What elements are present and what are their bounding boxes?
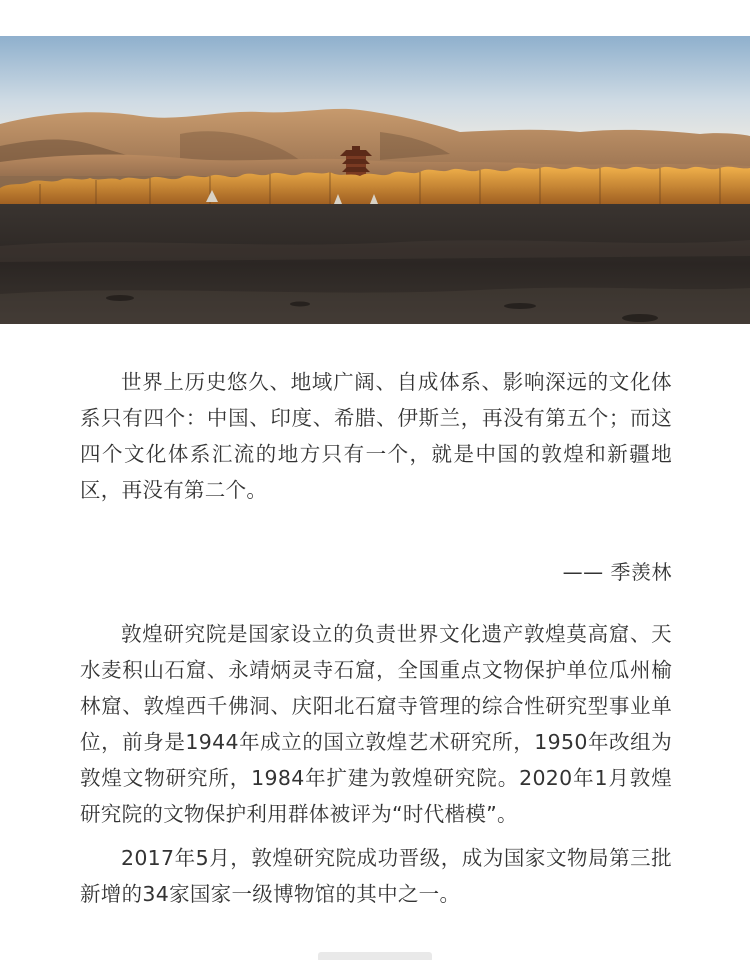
next-section-hint <box>0 946 750 960</box>
cropped-heading-fragment <box>318 952 432 960</box>
museum-paragraph: 2017年5月，敦煌研究院成功晋级，成为国家文物局第三批新增的34家国家一级博物馆的其中之一。 <box>80 846 672 906</box>
article-body <box>80 364 672 912</box>
hero-photo <box>0 36 750 324</box>
intro-paragraph: 敦煌研究院是国家设立的负责世界文化遗产敦煌莫高窟、天水麦积山石窟、永靖炳灵寺石窟，全国重点文物保护单位瓜州榆林窟、敦煌西千佛洞、庆阳北石窟寺管理的综合性研究型事业单位，前身是1944年成立的国立敦煌艺术研究所，1950年改组为敦煌文物研究所，1984年扩建为敦煌研究院。2020年1月敦煌研究院的文物保护利用群体被评为“时代楷模”。 <box>80 622 672 826</box>
quote-attribution: —— 季羡林 <box>562 560 672 584</box>
quote-paragraph: 世界上历史悠久、地域广阔、自成体系、影响深远的文化体系只有四个：中国、印度、希腊、伊斯兰，再没有第五个；而这四个文化体系汇流的地方只有一个，就是中国的敦煌和新疆地区，再没有第二个。 <box>80 370 672 502</box>
